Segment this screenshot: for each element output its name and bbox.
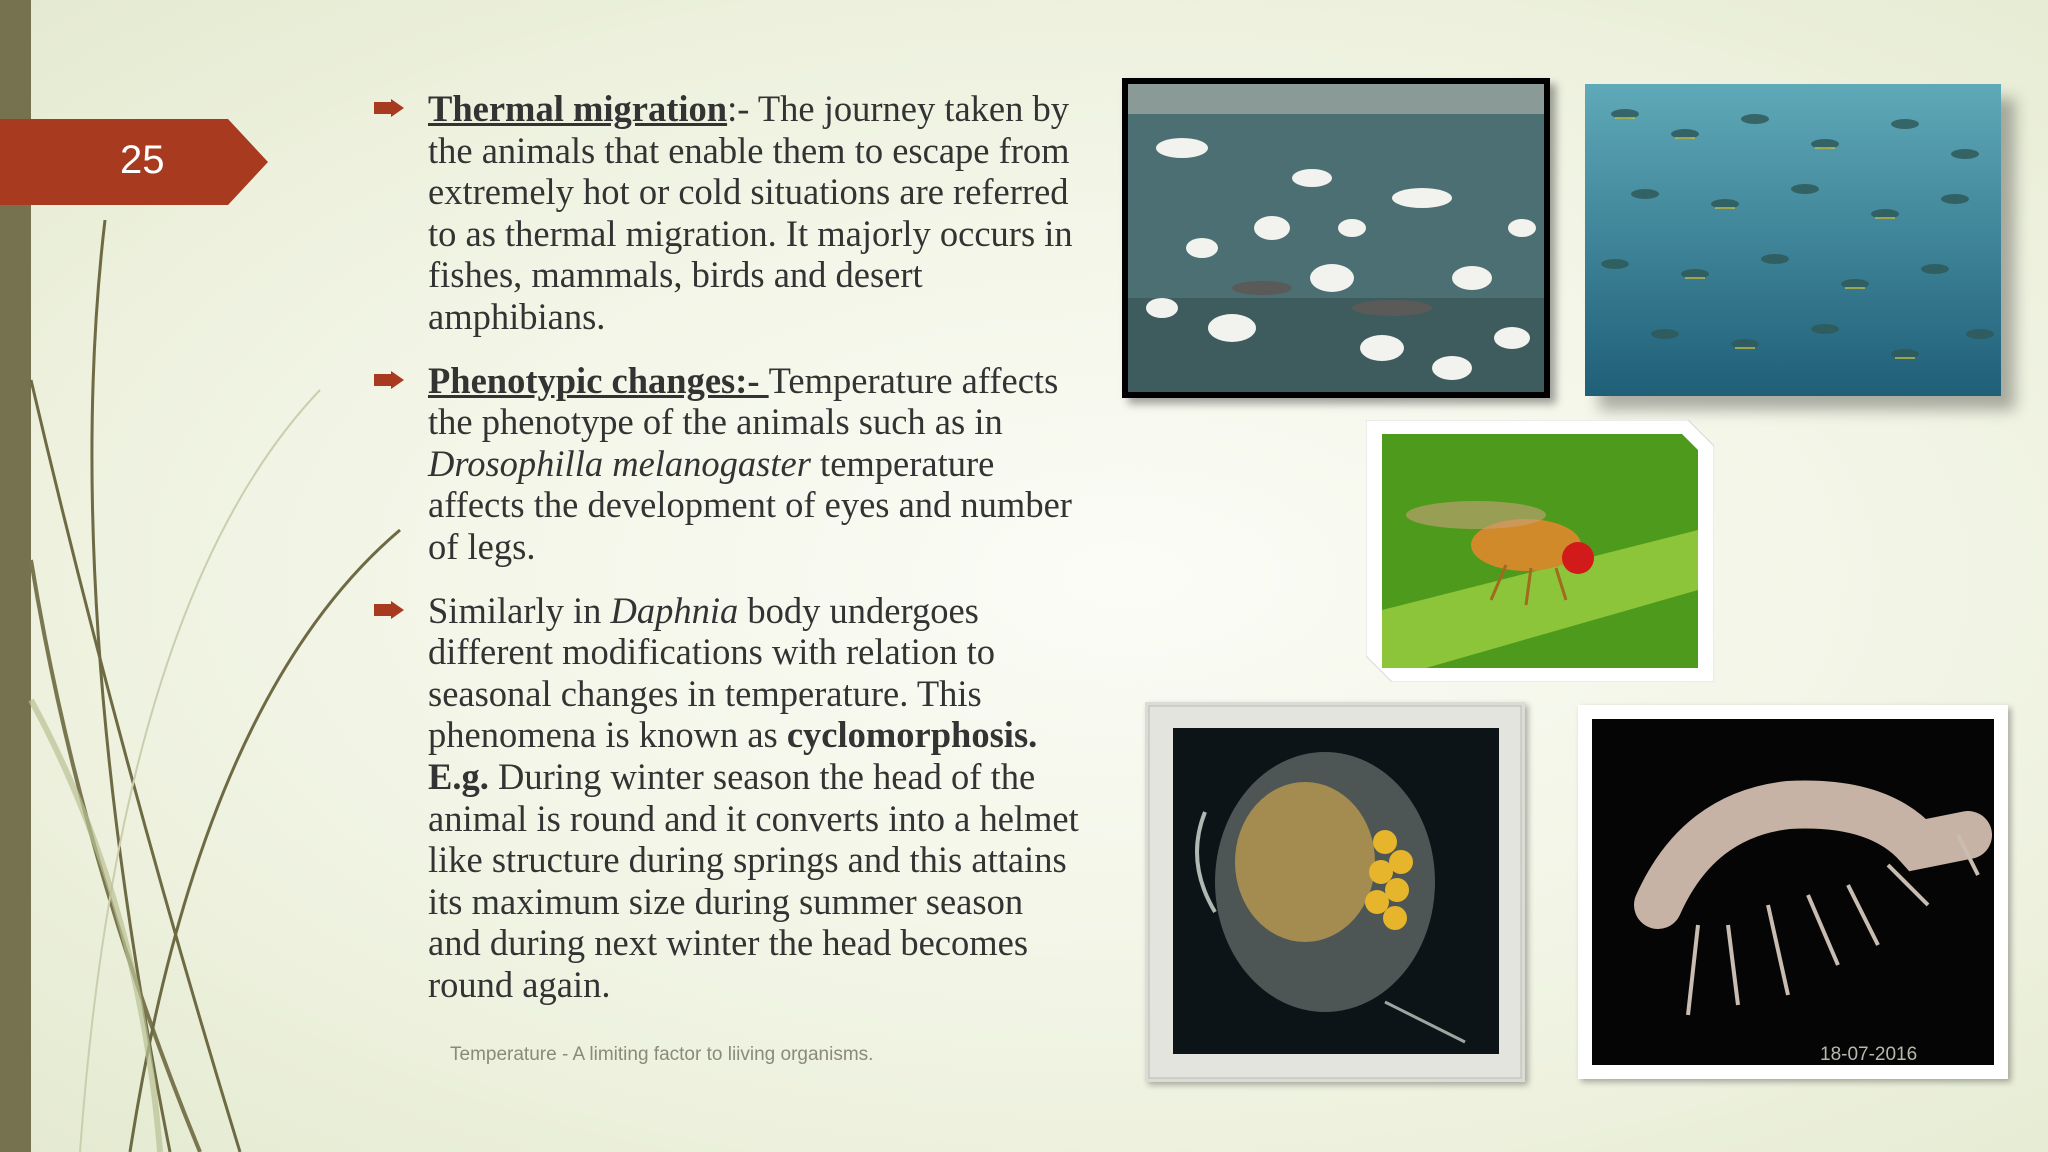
bullet-phenotypic-changes [374, 360, 1080, 568]
arrow-bullet-icon [374, 601, 404, 619]
slide-number: 25 [120, 138, 165, 182]
term-cyclomorphosis: cyclomorphosis. [786, 714, 1038, 756]
example-label: E.g. [428, 755, 489, 797]
footer-date: 18-07-2016 [1820, 1044, 1918, 1065]
species-name: Drosophilla melanogaster [428, 442, 811, 484]
footer-text: Temperature - A limiting factor to liiving organisms. [450, 1044, 874, 1065]
bullet-text: :- The journey taken by the animals that enable them to escape from extremely hot or cold situations are referred to as thermal migration. It majorly occurs in fishes, mammals, birds and desert amphibians. [428, 88, 1073, 337]
bullet-text: Temperature affects the phenotype of the animals such as in [428, 359, 1059, 443]
bullet-text: During winter season the head of the animal is round and it converts into a helmet like structure during springs and this attains its maximum size during summer season and during next winter the head becomes round again. [428, 755, 1079, 1005]
seagulls-photo [1122, 78, 1550, 398]
term-phenotypic-changes: Phenotypic changes:- [428, 359, 769, 401]
daphnia-photo [1145, 702, 1525, 1082]
fruit-fly-photo [1366, 420, 1714, 682]
arrow-bullet-icon [374, 99, 404, 117]
term-thermal-migration: Thermal migration [428, 88, 728, 129]
bullet-cyclomorphosis [374, 590, 1080, 1006]
arrow-bullet-icon [374, 371, 404, 389]
bullet-thermal-migration [374, 88, 1080, 338]
amphipod-photo [1578, 705, 2008, 1079]
bullet-text: temperature affects the development of eyes and number of legs. [428, 442, 1072, 567]
fish-school-photo [1585, 84, 2001, 396]
bullet-text: Similarly in [428, 589, 611, 631]
bullet-list [374, 88, 1080, 1027]
bullet-text: body undergoes different modifications with relation to seasonal changes in temperature. This phenomena is known as [428, 589, 995, 756]
genus-name: Daphnia [610, 589, 739, 631]
